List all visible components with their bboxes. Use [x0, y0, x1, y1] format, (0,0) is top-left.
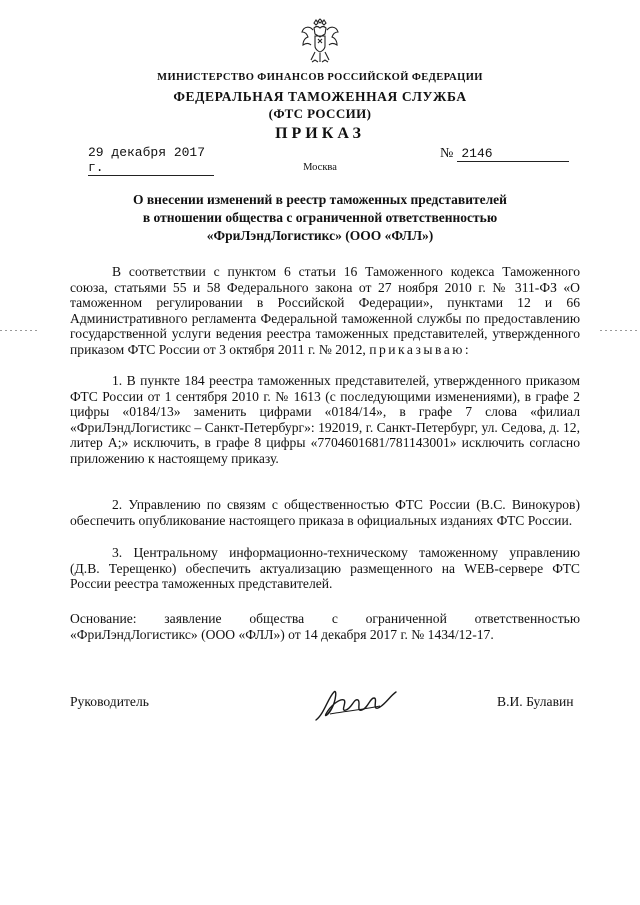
item-3-paragraph — [70, 545, 580, 592]
title-line: в отношении общества с ограниченной ответственностью — [142, 210, 498, 225]
ministry-name: МИНИСТЕРСТВО ФИНАНСОВ РОССИЙСКОЙ ФЕДЕРАЦИИ — [157, 72, 483, 83]
preamble-paragraph — [70, 264, 580, 358]
order-date: 29 декабря 2017 г. — [88, 145, 214, 176]
coat-of-arms-icon — [300, 18, 340, 68]
preamble-text: В соответствии с пунктом 6 статьи 16 Таможенного кодекса Таможенного союза, статьями 55 и 58 Федерального закона от 27 ноября 2010 г. № 311-ФЗ «О таможенном регулировании в Российской Федерации», пунктами 12 и 66 Административного регламента Федеральной таможенной службы по предоставлению государственной услуги ведения реестра таможенных представителей, утвержденного приказом ФТС России от 3 октября 2011 г. № 2012, — [70, 264, 580, 357]
city: Москва — [303, 162, 337, 173]
order-number-field — [440, 145, 576, 162]
basis-paragraph — [70, 611, 580, 642]
document-type: ПРИКАЗ — [275, 125, 365, 142]
item-1-paragraph — [70, 373, 580, 467]
basis-text: Основание: заявление общества с ограниченной ответственностью «ФриЛэндЛогистикс» (ООО «ФЛЛ») от 14 декабря 2017 г. № 1434/12-17. — [70, 611, 580, 642]
title-line: «ФриЛэндЛогистикс» (ООО «ФЛЛ») — [206, 228, 434, 243]
item-1-text: 1. В пункте 184 реестра таможенных представителей, утвержденного приказом ФТС России от 1 сентября 2010 г. № 1613 (с последующими изменениями), в графе 2 цифры «0184/13» заменить цифрами «0184/14», в графе 7 слова «филиал «ФриЛэндЛогистикс – Санкт-Петербург»: 192019, г. Санкт-Петербург, ул. Седова, д. 12, литер А;» исключить, в графе 8 цифры «7704601681/781143001» исключить согласно приложению к настоящему приказу. — [70, 373, 580, 466]
handwritten-signature — [310, 684, 402, 728]
signatory-role: Руководитель — [70, 694, 149, 709]
margin-punch-mark — [600, 330, 640, 331]
item-2-text: 2. Управлению по связям с общественностью ФТС России (В.С. Винокуров) обеспечить опубликование настоящего приказа в официальных изданиях ФТС России. — [70, 497, 580, 528]
item-3-text: 3. Центральному информационно-техническому таможенному управлению (Д.В. Терещенко) обеспечить актуализацию размещенного на WEB-сервере ФТС России реестра таможенных представителей. — [70, 545, 580, 592]
number-sign: № — [440, 146, 454, 161]
service-name: ФЕДЕРАЛЬНАЯ ТАМОЖЕННАЯ СЛУЖБА — [173, 89, 467, 104]
order-number: 2146 — [457, 146, 569, 162]
title-line: О внесении изменений в реестр таможенных представителей — [133, 192, 507, 207]
margin-punch-mark — [0, 330, 40, 331]
order-word: приказываю: — [369, 341, 472, 357]
document-title — [100, 191, 540, 245]
service-abbreviation: (ФТС РОССИИ) — [268, 106, 372, 121]
signatory-name: В.И. Булавин — [497, 694, 574, 709]
item-2-paragraph — [70, 497, 580, 528]
